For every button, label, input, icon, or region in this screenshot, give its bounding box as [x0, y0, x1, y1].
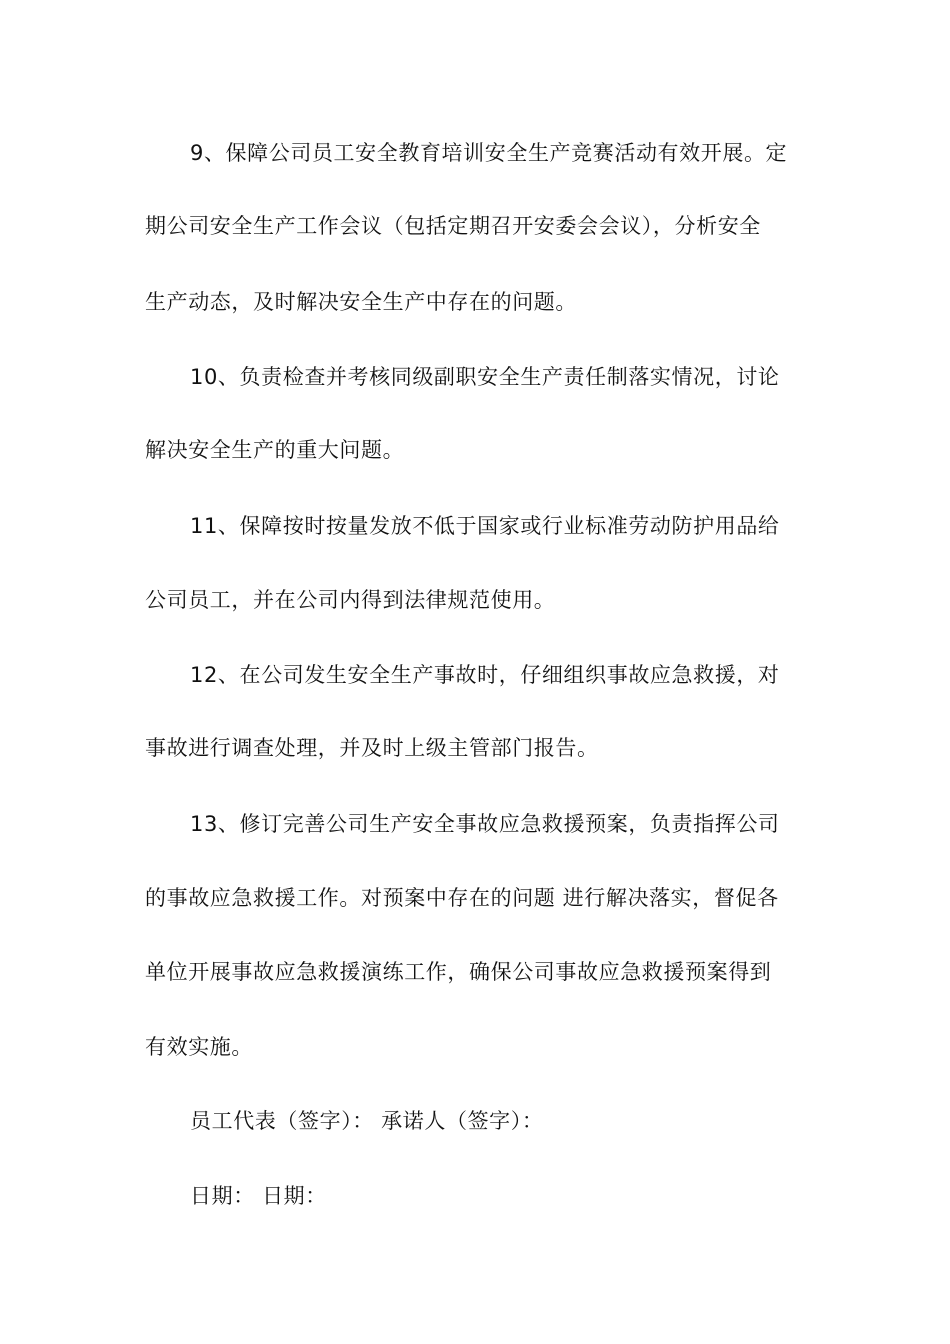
- paragraph-9-line-2: 期公司安全生产工作会议（包括定期召开安委会会议），分析安全: [145, 214, 761, 238]
- date-line: 日期： 日期：: [190, 1184, 327, 1208]
- signature-line: 员工代表（签字）： 承诺人（签字）：: [190, 1109, 544, 1133]
- paragraph-9-line-3: 生产动态，及时解决安全生产中存在的问题。: [145, 290, 577, 314]
- paragraph-9-line-1: 9、保障公司员工安全教育培训安全生产竞赛活动有效开展。定: [190, 141, 788, 165]
- paragraph-13-line-2: 的事故应急救援工作。对预案中存在的问题 进行解决落实，督促各: [145, 886, 779, 910]
- paragraph-12-line-1: 12、在公司发生安全生产事故时，仔细组织事故应急救援，对: [190, 663, 780, 687]
- paragraph-13-line-1: 13、修订完善公司生产安全事故应急救援预案，负责指挥公司: [190, 812, 780, 836]
- paragraph-11-line-1: 11、保障按时按量发放不低于国家或行业标准劳动防护用品给: [190, 514, 780, 538]
- paragraph-12-line-2: 事故进行调查处理，并及时上级主管部门报告。: [145, 736, 599, 760]
- paragraph-11-line-2: 公司员工，并在公司内得到法律规范使用。: [145, 588, 556, 612]
- paragraph-10-line-1: 10、负责检查并考核同级副职安全生产责任制落实情况，讨论: [190, 365, 780, 389]
- paragraph-13-line-3: 单位开展事故应急救援演练工作，确保公司事故应急救援预案得到: [145, 960, 772, 984]
- paragraph-10-line-2: 解决安全生产的重大问题。: [145, 438, 405, 462]
- paragraph-13-line-4: 有效实施。: [145, 1035, 253, 1059]
